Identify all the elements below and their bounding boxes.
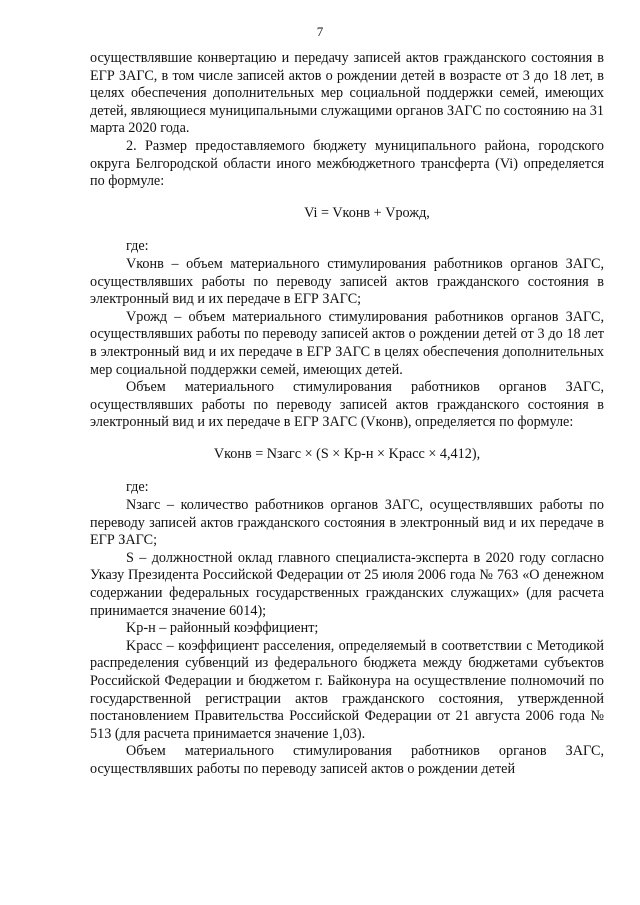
paragraph-v-rozhd-intro: Объем материального стимулирования работников органов ЗАГС, осуществлявших работы по переводу записей актов о рождении детей [90,743,604,777]
where-label-1: где: [126,238,149,255]
paragraph-v-konv-formula-intro: Объем материального стимулирования работников органов ЗАГС, осуществлявших работы по переводу записей актов гражданского состояния в электронный вид и их передаче в ЕГР ЗАГС (Vконв), определяется по формуле: [90,379,604,431]
document-body [90,50,604,779]
paragraph-transfer-size: 2. Размер предоставляемого бюджету муниципального района, городского округа Белгородской области иного межбюджетного трансферта (Vi) определяется по формуле: [90,137,604,190]
definition-v-konv: Vконв – объем материального стимулирования работников органов ЗАГС, осуществлявших работы по переводу записей актов гражданского состояния в электронный вид и их передаче в ЕГР ЗАГС; [90,255,604,308]
formula-vi: Vi = Vконв + Vрожд, [304,204,430,221]
where-label-2: где: [126,479,149,496]
paragraph-continuation: осуществлявшие конвертацию и передачу записей актов гражданского состояния в ЕГР ЗАГС, в том числе записей актов о рождении детей в возрасте от 3 до 18 лет, в целях обеспечения дополнительных мер социальной поддержки семей, имеющих детей, являющиеся муниципальными служащими органов ЗАГС по состоянию на 31 марта 2020 года. [90,50,604,137]
definition-k-rass: Kрасс – коэффициент расселения, определяемый в соответствии с Методикой распределения субвенций из федерального бюджета между бюджетами субъектов Российской Федерации и бюджетом г. Байконура на осуществление полномочий по государственной регистрации актов гражданского состояния, утвержденной постановлением Правительства Российской Федерации от 21 августа 2006 года № 513 (для расчета принимается значение 1,03). [90,637,604,742]
definition-v-rozhd: Vрожд – объем материального стимулирования работников органов ЗАГС, осуществлявших работы по переводу записей актов о рождении детей от 3 до 18 лет в электронный вид и их передаче в ЕГР ЗАГС в целях обеспечения дополнительных мер социальной поддержки семей, имеющих детей. [90,308,604,378]
formula-v-konv: Vконв = Nзагс × (S × Kр-н × Kрасс × 4,412), [213,445,481,462]
definition-n-zags: Nзагс – количество работников органов ЗАГС, осуществлявших работы по переводу записей актов гражданского состояния в электронный вид и их передаче в ЕГР ЗАГС; [90,497,604,549]
page-number: 7 [316,24,324,39]
definition-s: S – должностной оклад главного специалиста-эксперта в 2020 году согласно Указу Президента Российской Федерации от 25 июля 2006 года № 763 «О денежном содержании федеральных государственных гражданских служащих» (для расчета принимается значение 6014); [90,549,604,619]
definition-k-rn: Kр-н – районный коэффициент; [126,620,319,637]
